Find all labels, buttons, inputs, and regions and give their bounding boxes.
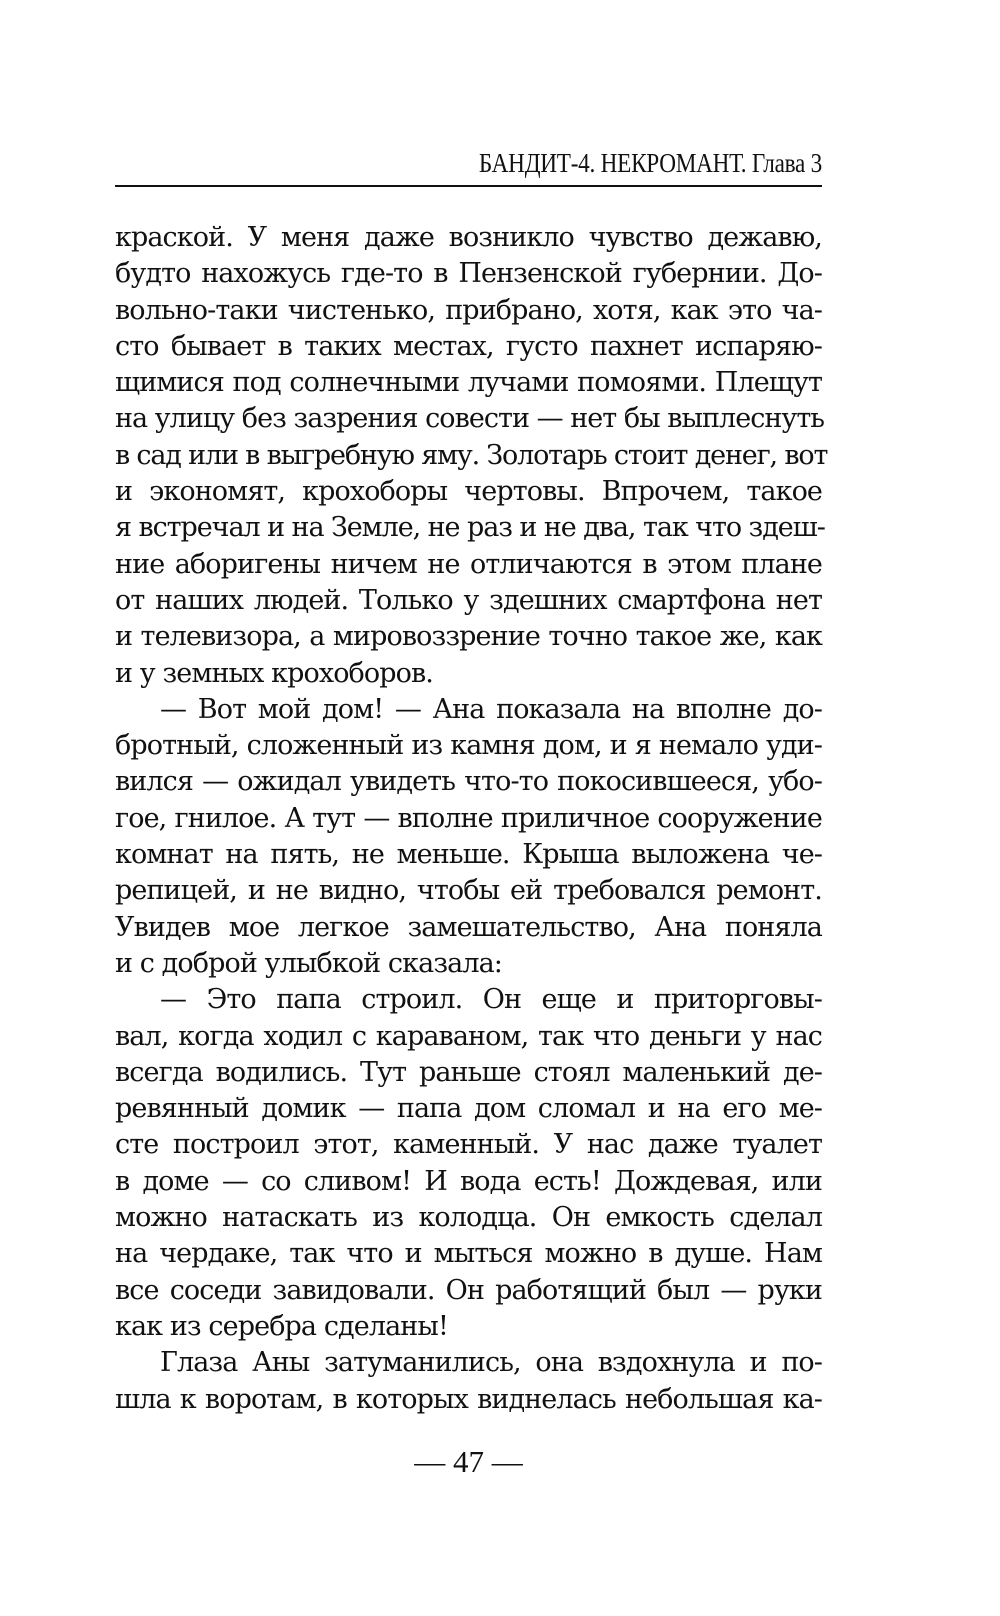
text-line: шла к воротам, в которых виднелась небольшая ка-	[115, 1383, 822, 1415]
body-text	[115, 220, 828, 1418]
text-line: бротный, сложенный из камня дом, и я немало уди-	[115, 730, 822, 762]
text-line: — Это папа строил. Он еще и приторговы-	[160, 984, 822, 1016]
running-header: БАНДИТ-4. НЕКРОМАНТ. Глава 3	[478, 148, 822, 178]
text-line: ревянный домик — папа дом сломал и на его ме-	[115, 1093, 822, 1125]
text-line: как из серебра сделаны!	[115, 1310, 448, 1342]
text-line: всегда водились. Тут раньше стоял маленький де-	[115, 1056, 822, 1088]
text-line: комнат на пять, не меньше. Крыша выложена че-	[115, 839, 822, 871]
text-line: ние аборигены ничем не отличаются в этом плане	[115, 548, 822, 580]
text-line: я встречал и на Земле, не раз и не два, так что здеш-	[115, 512, 825, 544]
text-line: Увидев мое легкое замешательство, Ана поняла	[115, 911, 822, 943]
text-line: краской. У меня даже возникло чувство дежавю,	[115, 222, 822, 253]
text-line: и у земных крохоборов.	[115, 657, 433, 689]
text-line: — Вот мой дом! — Ана показала на вполне до-	[160, 693, 822, 725]
text-line: гое, гнилое. А тут — вполне приличное сооружение	[115, 802, 822, 834]
page-number: — 47 —	[414, 1444, 523, 1479]
text-line: в доме — со сливом! И вода есть! Дождевая, или	[115, 1165, 822, 1197]
text-line: на улицу без зазрения совести — нет бы выплеснуть	[115, 403, 825, 435]
text-line: щимися под солнечными лучами помоями. Плещут	[115, 367, 822, 399]
text-line: и телевизора, а мировоззрение точно такое же, как	[115, 621, 822, 653]
text-line: будто нахожусь где-то в Пензенской губернии. До-	[115, 258, 822, 290]
text-line: в сад или в выгребную яму. Золотарь стоит денег, вот	[115, 439, 828, 471]
header-rule	[115, 185, 822, 187]
text-line: от наших людей. Только у здешних смартфона нет	[115, 584, 822, 616]
text-line: вал, когда ходил с караваном, так что деньги у нас	[115, 1020, 822, 1052]
text-line: Глаза Аны затуманились, она вздохнула и по-	[160, 1347, 822, 1379]
text-line: вольно-таки чистенько, прибрано, хотя, как это ча-	[115, 294, 822, 326]
text-line: на чердаке, так что и мыться можно в душе. Нам	[115, 1238, 822, 1270]
text-line: все соседи завидовали. Он работящий был — руки	[115, 1274, 822, 1306]
text-line: можно натаскать из колодца. Он емкость сделал	[115, 1202, 822, 1234]
text-line: репицей, и не видно, чтобы ей требовался ремонт.	[115, 875, 822, 907]
text-line: сто бывает в таких местах, густо пахнет испаряю-	[115, 330, 822, 362]
text-line: и экономят, крохоборы чертовы. Впрочем, такое	[115, 476, 822, 508]
text-line: вился — ожидал увидеть что-то покосившееся, убо-	[115, 766, 822, 798]
text-line: и с доброй улыбкой сказала:	[115, 947, 502, 979]
text-line: сте построил этот, каменный. У нас даже туалет	[115, 1129, 822, 1161]
